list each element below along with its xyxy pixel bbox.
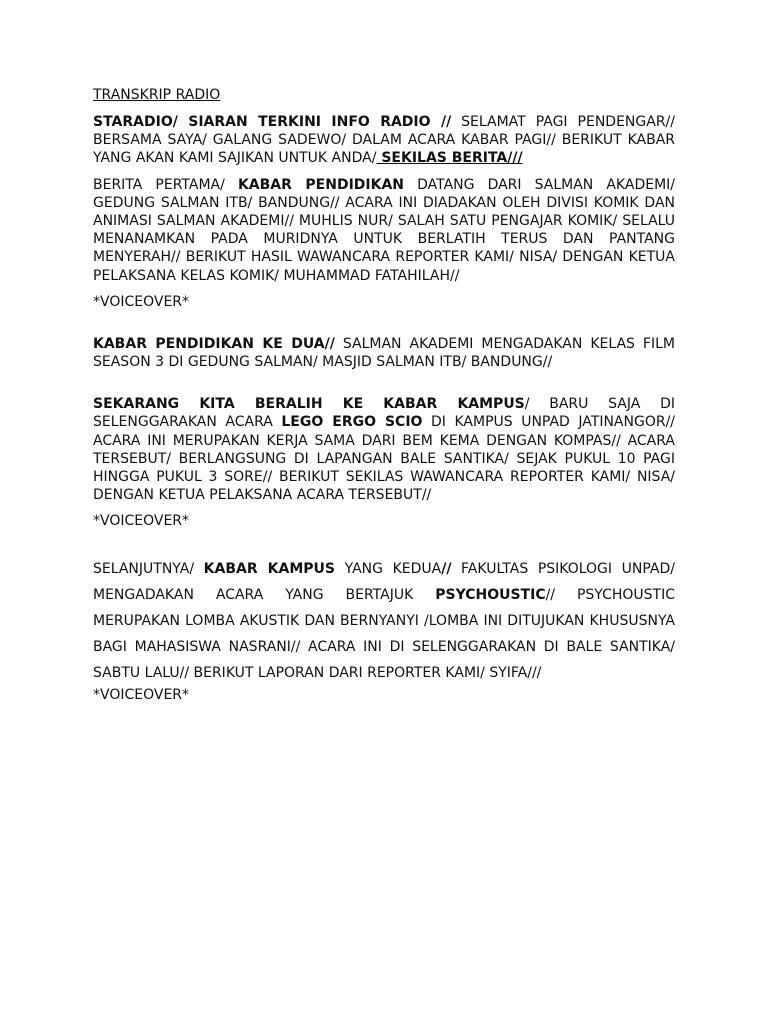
bold-text: KABAR PENDIDIKAN KE DUA// (93, 335, 335, 352)
body-text: DATANG DARI SALMAN AKADEMI/ GEDUNG SALMAN ITB/ BANDUNG// ACARA INI DIADAKAN OLEH DIVISI KOMIK DAN ANIMASI SALMAN AKADEMI// MUHLIS NUR/ SALAH SATU PENGAJAR KOMIK/ SELALU MENANAMKAN PADA MURIDNYA UNTUK BERLATIH TERUS DAN PANTANG MENYERAH// BERIKUT HASIL WAWANCARA REPORTER KAMI/ NISA/ DENGAN KETUA PELAKSANA KELAS KOMIK/ MUHAMMAD FATAHILAH// (93, 176, 675, 284)
voiceover-cue: *VOICEOVER* (93, 293, 190, 310)
bold-text: KABAR PENDIDIKAN (237, 176, 405, 193)
body-text: / BARU SAJA DI SELENGGARAKAN ACARA (93, 396, 675, 431)
body-text: // PSYCHOUSTIC MERUPAKAN LOMBA AKUSTIK DAN BERNYANYI /LOMBA INI DITUJUKAN KHUSUSNYA BAGI MAHASISWA NASRANI// ACARA INI DI SELENGGARAKAN DI BALE SANTIKA/ SABTU LALU// BERIKUT LAPORAN DARI REPORTER KAMI/ SYIFA/// (93, 587, 675, 682)
paragraph-news-2 (93, 335, 675, 371)
body-text: DI KAMPUS UNPAD JATINANGOR// ACARA INI MERUPAKAN KERJA SAMA DARI BEM KEMA DENGAN KOMPAS// ACARA TERSEBUT/ BERLANGSUNG DI LAPANGAN BALE SANTIKA/ SEJAK PUKUL 10 PAGI HINGGA PUKUL 3 SORE// BERIKUT SEKILAS WAWANCARA REPORTER KAMI/ NISA/ DENGAN KETUA PELAKSANA ACARA TERSEBUT// (93, 414, 675, 504)
body-text: SALMAN AKADEMI MENGADAKAN KELAS FILM SEASON 3 DI GEDUNG SALMAN/ MASJID SALMAN ITB/ BANDUNG// (93, 335, 675, 371)
bold-text: KABAR KAMPUS (203, 561, 335, 578)
paragraph-news-4 (93, 556, 675, 686)
document-title: TRANSKRIP RADIO (93, 87, 221, 103)
body-text: SELAMAT PAGI PENDENGAR// BERSAMA SAYA/ GALANG SADEWO/ DALAM ACARA KABAR PAGI// BERIKUT KABAR YANG AKAN KAMI SAJIKAN UNTUK ANDA/ (93, 114, 675, 167)
bold-text: // (441, 561, 452, 578)
paragraph-opening (93, 113, 675, 168)
bold-text: PSYCHOUSTIC (435, 587, 546, 604)
body-text: SELANJUTNYA/ (93, 561, 204, 578)
bold-underlined-text: SEKILAS BERITA/// (376, 150, 523, 167)
body-text: BERITA PERTAMA/ (93, 176, 238, 193)
paragraph-news-3 (93, 395, 675, 504)
paragraph-news-1 (93, 176, 675, 285)
voiceover-cue: *VOICEOVER* (93, 513, 190, 530)
bold-text: SEKARANG KITA BERALIH KE KABAR KAMPUS (93, 396, 525, 413)
body-text: YANG KEDUA (335, 561, 442, 578)
body-text: FAKULTAS PSIKOLOGI UNPAD/ MENGADAKAN ACARA YANG BERTAJUK (93, 561, 675, 604)
bold-text: LEGO ERGO SCIO (281, 414, 423, 431)
voiceover-cue: *VOICEOVER* (93, 687, 190, 704)
bold-text: STARADIO/ SIARAN TERKINI INFO RADIO // (93, 114, 452, 130)
